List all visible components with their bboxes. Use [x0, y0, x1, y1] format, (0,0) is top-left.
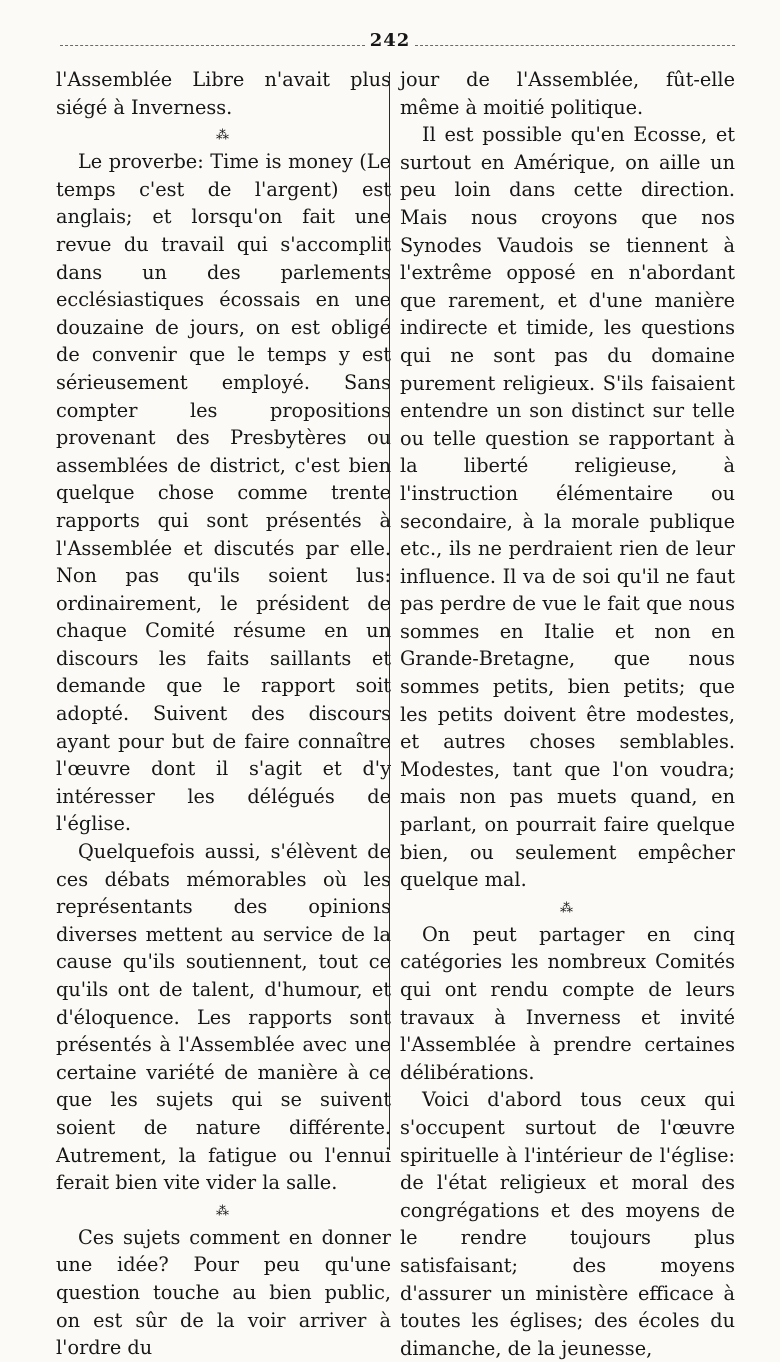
header-rule-left — [60, 45, 365, 46]
left-paragraph-2: Le proverbe: Time is money (Le temps c'est de l'argent) est anglais; et lorsqu'on fait une revue du travail qui s'accomplit dans un des parlements ecclésiastiques écossais en une douzaine de jours, on est obligé de convenir que le temps y est sérieusement employé. Sans compter les propositions provenant des Presbytères ou assemblées de district, c'est bien quelque chose comme trente rapports qui sont présentés à l'Assemblée et discutés par elle. Non pas qu'ils soient lus: ordinairement, le président de chaque Comité résume en un discours les faits saillants et demande que le rapport soit adopté. Suivent des discours ayant pour but de faire connaître l'œuvre dont il s'agit et d'y intéresser les délégués de l'église. — [56, 150, 391, 836]
right-paragraph-3: On peut partager en cinq catégories les nombreux Comités qui ont rendu compte de leurs travaux à Inverness et invité l'Assemblée à prendre certaines délibérations. — [400, 922, 735, 1084]
asterism-1: ⁂ — [216, 128, 231, 144]
left-paragraph-4: Ces sujets comment en donner une idée? Pour peu qu'une question touche au bien public, on est sûr de la voir arriver à l'ordre du — [56, 1225, 391, 1360]
asterism-3: ⁂ — [560, 900, 575, 916]
header-rule-right — [415, 45, 735, 46]
left-column — [56, 66, 391, 1362]
asterism-2: ⁂ — [216, 1203, 231, 1219]
right-paragraph-1: jour de l'Assemblée, fût-elle même à moitié politique. — [400, 68, 735, 119]
left-paragraph-1: l'Assemblée Libre n'avait plus siégé à Inverness. — [56, 68, 391, 119]
page-number: 242 — [369, 30, 411, 51]
left-paragraph-3: Quelquefois aussi, s'élèvent de ces débats mémorables où les représentants des opinions diverses mettent au service de la cause qu'ils soutiennent, tout ce qu'ils ont de talent, d'humour, et d'éloquence. Les rapports sont présentés à l'Assemblée avec une certaine variété de manière à ce que les sujets qui se suivent soient de nature différente. Autrement, la fatigue ou l'ennui ferait bien vite vider la salle. — [56, 840, 391, 1195]
right-paragraph-4: Voici d'abord tous ceux qui s'occupent surtout de l'œuvre spirituelle à l'intérieur de l'église: de l'état religieux et moral des congrégations et des moyens de le rendre toujours plus satisfaisant; des moyens d'assurer un ministère efficace à toutes les églises; des écoles du dimanche, de la jeunesse, — [400, 1088, 735, 1360]
right-column — [400, 66, 735, 1362]
column-divider — [389, 72, 390, 1150]
right-paragraph-2: Il est possible qu'en Ecosse, et surtout en Amérique, on aille un peu loin dans cette direction. Mais nous croyons que nos Synodes Vaudois se tiennent à l'extrême opposé en n'abordant que rarement, et d'une manière indirecte et timide, les questions qui ne sont pas du domaine purement religieux. S'ils faisaient entendre un son distinct sur telle ou telle question se rapportant à la liberté religieuse, à l'instruction élémentaire ou secondaire, à la morale publique etc., ils ne perdraient rien de leur influence. Il va de soi qu'il ne faut pas perdre de vue le fait que nous sommes en Italie et non en Grande-Bretagne, que nous sommes petits, bien petits; que les petits doivent être modestes, et autres choses semblables. Modestes, tant que l'on voudra; mais non pas muets quand, en parlant, on pourrait faire quelque bien, ou seulement empêcher quelque mal. — [400, 123, 735, 892]
